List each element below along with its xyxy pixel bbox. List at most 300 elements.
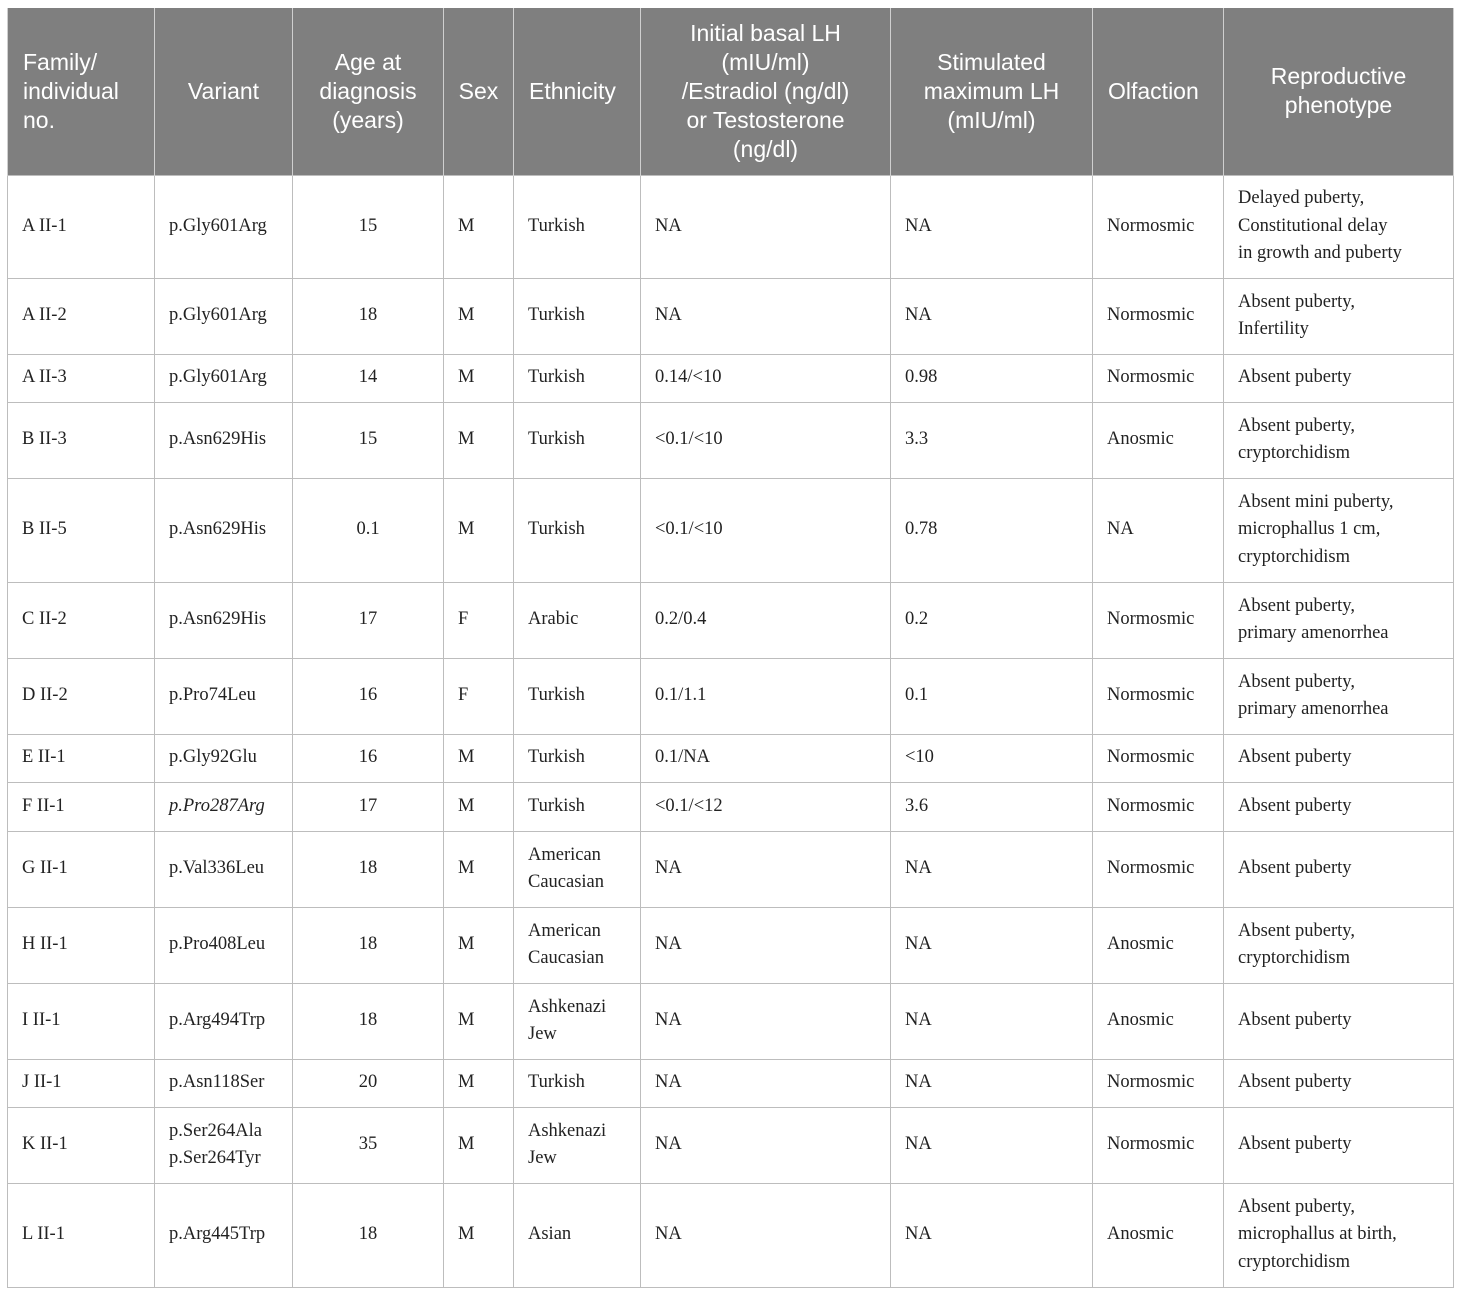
- cell-olfaction-text: NA: [1107, 519, 1134, 540]
- cell-stimulated-lh: [891, 907, 1093, 983]
- cell-basal-lh: [641, 907, 891, 983]
- cell-basal-lh: [641, 1183, 891, 1287]
- cell-family-individual: [8, 1059, 155, 1107]
- cell-olfaction-text: Normosmic: [1107, 747, 1195, 768]
- cell-variant-line: p.Pro287Arg: [169, 795, 265, 816]
- cell-age-text: 18: [358, 305, 378, 326]
- cell-sex-text: M: [458, 519, 475, 540]
- cell-ethnicity-line: Turkish: [528, 367, 585, 388]
- cell-stimulated-lh-text: 0.78: [905, 519, 938, 540]
- cell-ethnicity: [514, 831, 641, 907]
- cell-variant: [155, 782, 293, 831]
- table-row: [8, 734, 1454, 782]
- cell-olfaction-text: Normosmic: [1107, 367, 1195, 388]
- cell-basal-lh-text: NA: [655, 215, 682, 236]
- cell-reproductive-phenotype: [1224, 658, 1454, 734]
- cell-variant: [155, 658, 293, 734]
- cell-age-text: 18: [358, 934, 378, 955]
- cell-family-individual: [8, 782, 155, 831]
- cell-sex: [444, 782, 514, 831]
- cell-family-individual-text: J II-1: [22, 1072, 62, 1093]
- cell-reproductive-phenotype: [1224, 983, 1454, 1059]
- table-row: [8, 478, 1454, 582]
- cell-family-individual: [8, 1107, 155, 1183]
- cell-ethnicity-line: American: [528, 844, 601, 865]
- cell-reproductive-phenotype-line: cryptorchidism: [1238, 1251, 1351, 1272]
- cell-age: [293, 782, 444, 831]
- cell-reproductive-phenotype-line: cryptorchidism: [1238, 443, 1351, 463]
- table-body: [8, 175, 1454, 1287]
- cell-age-text: 14: [358, 367, 378, 388]
- table-row: [8, 907, 1454, 983]
- header-text-line: Stimulated: [937, 48, 1046, 75]
- cell-olfaction-text: Normosmic: [1107, 795, 1195, 816]
- cell-olfaction: [1093, 831, 1224, 907]
- cell-age-text: 15: [358, 215, 378, 236]
- cell-family-individual: [8, 175, 155, 278]
- cell-ethnicity: [514, 658, 641, 734]
- cell-variant: [155, 354, 293, 402]
- cell-reproductive-phenotype-line: Delayed puberty,: [1238, 188, 1365, 209]
- table-row: [8, 1107, 1454, 1183]
- cell-olfaction-text: Anosmic: [1107, 1010, 1174, 1031]
- cell-variant: [155, 831, 293, 907]
- header-variant: [155, 8, 293, 175]
- cell-basal-lh-text: <0.1/<12: [655, 795, 723, 816]
- cell-age-text: 35: [358, 1134, 378, 1155]
- cell-basal-lh-text: 0.1/NA: [655, 747, 710, 768]
- cell-sex-text: M: [458, 795, 475, 816]
- cell-family-individual-text: H II-1: [22, 934, 68, 955]
- cell-ethnicity-line: Ashkenazi: [528, 1120, 607, 1141]
- cell-stimulated-lh-text: NA: [905, 305, 932, 326]
- cell-olfaction-text: Normosmic: [1107, 685, 1195, 706]
- header-text-line: Initial basal LH: [690, 19, 841, 46]
- cell-age-text: 16: [358, 747, 378, 768]
- cell-family-individual: [8, 983, 155, 1059]
- cell-reproductive-phenotype-line: Infertility: [1238, 319, 1309, 339]
- cell-variant-line: p.Ser264Tyr: [169, 1148, 261, 1168]
- cell-sex-text: M: [458, 934, 475, 955]
- cell-ethnicity: [514, 734, 641, 782]
- cell-family-individual: [8, 354, 155, 402]
- header-text-line: or Testosterone: [686, 106, 845, 133]
- cell-age: [293, 907, 444, 983]
- cell-olfaction-text: Anosmic: [1107, 934, 1174, 955]
- cell-olfaction-text: Normosmic: [1107, 215, 1195, 236]
- cell-reproductive-phenotype-line: Absent puberty: [1238, 1134, 1352, 1155]
- cell-variant: [155, 983, 293, 1059]
- cell-variant-line: p.Asn629His: [169, 519, 267, 540]
- cell-basal-lh: [641, 278, 891, 354]
- cell-sex: [444, 658, 514, 734]
- cell-stimulated-lh: [891, 402, 1093, 478]
- cell-olfaction: [1093, 1107, 1224, 1183]
- cell-variant-line: p.Pro74Leu: [169, 685, 256, 706]
- cell-reproductive-phenotype: [1224, 782, 1454, 831]
- cell-ethnicity-line: Turkish: [528, 429, 585, 450]
- cell-sex: [444, 402, 514, 478]
- cell-ethnicity-line: Turkish: [528, 305, 585, 326]
- cell-olfaction: [1093, 175, 1224, 278]
- cell-ethnicity-line: Caucasian: [528, 872, 605, 892]
- cell-age-text: 15: [358, 429, 378, 450]
- cell-age: [293, 175, 444, 278]
- cell-olfaction: [1093, 983, 1224, 1059]
- cell-reproductive-phenotype-line: cryptorchidism: [1238, 948, 1351, 968]
- header-ethnicity: [514, 8, 641, 175]
- cell-variant-line: p.Arg445Trp: [169, 1224, 266, 1245]
- cell-family-individual-text: A II-3: [22, 367, 67, 388]
- cell-family-individual-text: I II-1: [22, 1010, 61, 1031]
- table-row: [8, 658, 1454, 734]
- header-stimulated-lh: [891, 8, 1093, 175]
- cell-age-text: 18: [358, 1224, 378, 1245]
- cell-sex-text: M: [458, 215, 475, 236]
- cell-stimulated-lh-text: 0.1: [905, 685, 929, 706]
- cell-age: [293, 831, 444, 907]
- table-row: [8, 782, 1454, 831]
- cell-age: [293, 734, 444, 782]
- cell-reproductive-phenotype-line: in growth and puberty: [1238, 243, 1402, 264]
- cell-reproductive-phenotype: [1224, 1183, 1454, 1287]
- cell-variant-line: p.Val336Leu: [169, 858, 265, 879]
- cell-basal-lh-text: 0.2/0.4: [655, 609, 707, 630]
- cell-ethnicity-line: Turkish: [528, 215, 585, 236]
- cell-stimulated-lh: [891, 478, 1093, 582]
- cell-reproductive-phenotype: [1224, 478, 1454, 582]
- cell-variant: [155, 1183, 293, 1287]
- table-row: [8, 175, 1454, 278]
- cell-family-individual: [8, 402, 155, 478]
- patient-variant-table: [7, 8, 1454, 1288]
- cell-age: [293, 402, 444, 478]
- cell-basal-lh: [641, 478, 891, 582]
- cell-reproductive-phenotype: [1224, 402, 1454, 478]
- cell-basal-lh: [641, 1059, 891, 1107]
- cell-reproductive-phenotype-line: Absent puberty: [1238, 858, 1352, 879]
- cell-stimulated-lh: [891, 1059, 1093, 1107]
- cell-family-individual-text: A II-2: [22, 305, 67, 326]
- cell-family-individual-text: C II-2: [22, 609, 67, 630]
- cell-sex: [444, 1183, 514, 1287]
- cell-stimulated-lh: [891, 278, 1093, 354]
- table-row: [8, 582, 1454, 658]
- cell-family-individual: [8, 734, 155, 782]
- cell-age-text: 0.1: [356, 519, 380, 540]
- cell-family-individual: [8, 278, 155, 354]
- cell-family-individual-text: B II-5: [22, 519, 67, 540]
- header-reproductive-phenotype: [1224, 8, 1454, 175]
- cell-ethnicity: [514, 1107, 641, 1183]
- cell-variant: [155, 478, 293, 582]
- cell-ethnicity-line: Jew: [528, 1024, 557, 1044]
- header-text-line: Ethnicity: [529, 77, 616, 104]
- cell-sex: [444, 354, 514, 402]
- cell-variant: [155, 907, 293, 983]
- cell-age-text: 17: [358, 609, 378, 630]
- header-text-line: no.: [23, 106, 55, 133]
- cell-stimulated-lh-text: 0.98: [905, 367, 938, 388]
- cell-family-individual: [8, 907, 155, 983]
- cell-ethnicity-line: Turkish: [528, 1072, 585, 1093]
- cell-stimulated-lh-text: 3.3: [905, 429, 929, 450]
- cell-stimulated-lh: [891, 782, 1093, 831]
- cell-basal-lh-text: 0.14/<10: [655, 367, 722, 388]
- header-age: [293, 8, 444, 175]
- cell-stimulated-lh-text: NA: [905, 934, 932, 955]
- header-text-line: Variant: [187, 77, 260, 104]
- cell-sex: [444, 1059, 514, 1107]
- cell-variant-line: p.Gly92Glu: [169, 747, 257, 768]
- cell-age: [293, 278, 444, 354]
- cell-ethnicity-line: Turkish: [528, 747, 585, 768]
- cell-age: [293, 582, 444, 658]
- cell-stimulated-lh: [891, 831, 1093, 907]
- cell-family-individual-text: E II-1: [22, 747, 66, 768]
- cell-stimulated-lh: [891, 1107, 1093, 1183]
- cell-variant-line: p.Asn118Ser: [169, 1072, 265, 1093]
- cell-stimulated-lh: [891, 983, 1093, 1059]
- cell-ethnicity: [514, 402, 641, 478]
- cell-reproductive-phenotype-line: Absent puberty,: [1238, 1196, 1355, 1217]
- header-text-line: diagnosis: [319, 77, 417, 104]
- cell-age-text: 18: [358, 858, 378, 879]
- cell-ethnicity: [514, 782, 641, 831]
- cell-basal-lh: [641, 658, 891, 734]
- table-container: [7, 8, 1453, 1288]
- cell-variant: [155, 1059, 293, 1107]
- cell-ethnicity-line: Turkish: [528, 685, 585, 706]
- cell-age-text: 18: [358, 1010, 378, 1031]
- cell-family-individual-text: G II-1: [22, 858, 68, 879]
- cell-age-text: 20: [358, 1072, 378, 1093]
- cell-basal-lh: [641, 402, 891, 478]
- cell-sex-text: M: [458, 1010, 475, 1031]
- cell-ethnicity: [514, 278, 641, 354]
- cell-olfaction: [1093, 402, 1224, 478]
- cell-basal-lh: [641, 831, 891, 907]
- cell-ethnicity: [514, 175, 641, 278]
- table-row: [8, 1059, 1454, 1107]
- cell-olfaction-text: Normosmic: [1107, 609, 1195, 630]
- cell-variant-line: p.Ser264Ala: [169, 1120, 262, 1141]
- table-row: [8, 278, 1454, 354]
- cell-family-individual: [8, 1183, 155, 1287]
- cell-basal-lh-text: NA: [655, 1072, 682, 1093]
- cell-olfaction-text: Normosmic: [1107, 1072, 1195, 1093]
- cell-family-individual: [8, 658, 155, 734]
- cell-age-text: 16: [358, 685, 378, 706]
- cell-variant-line: p.Asn629His: [169, 429, 267, 450]
- cell-basal-lh-text: <0.1/<10: [655, 429, 723, 450]
- cell-sex: [444, 907, 514, 983]
- cell-variant: [155, 402, 293, 478]
- cell-variant-line: p.Pro408Leu: [169, 934, 266, 955]
- cell-sex: [444, 831, 514, 907]
- cell-basal-lh-text: NA: [655, 1224, 682, 1245]
- cell-stimulated-lh-text: NA: [905, 215, 932, 236]
- cell-basal-lh: [641, 734, 891, 782]
- cell-reproductive-phenotype-line: primary amenorrhea: [1238, 623, 1389, 643]
- cell-family-individual-text: L II-1: [22, 1224, 65, 1245]
- cell-sex-text: M: [458, 858, 475, 879]
- cell-stimulated-lh: [891, 1183, 1093, 1287]
- cell-reproductive-phenotype-line: Absent puberty,: [1238, 671, 1355, 692]
- cell-reproductive-phenotype-line: Absent puberty: [1238, 795, 1352, 816]
- header-family-individual: [8, 8, 155, 175]
- cell-stimulated-lh-text: 3.6: [905, 795, 929, 816]
- cell-stimulated-lh-text: NA: [905, 1134, 932, 1155]
- cell-reproductive-phenotype-line: Constitutional delay: [1238, 215, 1388, 236]
- cell-ethnicity: [514, 1059, 641, 1107]
- cell-variant-line: p.Arg494Trp: [169, 1010, 266, 1031]
- cell-olfaction-text: Normosmic: [1107, 858, 1195, 879]
- cell-sex-text: M: [458, 305, 475, 326]
- header-text-line: /Estradiol (ng/dl): [681, 77, 850, 104]
- header-text-line: (mIU/ml): [947, 106, 1036, 133]
- header-olfaction: [1093, 8, 1224, 175]
- cell-olfaction: [1093, 582, 1224, 658]
- header-text-line: (years): [332, 106, 404, 133]
- cell-reproductive-phenotype-line: Absent puberty,: [1238, 291, 1355, 312]
- cell-reproductive-phenotype: [1224, 734, 1454, 782]
- cell-stimulated-lh: [891, 582, 1093, 658]
- cell-stimulated-lh: [891, 658, 1093, 734]
- cell-variant: [155, 582, 293, 658]
- cell-variant-line: p.Gly601Arg: [169, 367, 267, 388]
- cell-reproductive-phenotype: [1224, 278, 1454, 354]
- cell-basal-lh: [641, 175, 891, 278]
- cell-age-text: 17: [358, 795, 378, 816]
- table-row: [8, 983, 1454, 1059]
- header-basal-lh: [641, 8, 891, 175]
- cell-reproductive-phenotype-line: Absent puberty: [1238, 367, 1352, 388]
- header-text-line: phenotype: [1284, 92, 1393, 119]
- cell-sex-text: M: [458, 747, 475, 768]
- header-text-line: Reproductive: [1270, 63, 1407, 90]
- header-text-line: maximum LH: [923, 77, 1060, 104]
- cell-basal-lh-text: NA: [655, 1010, 682, 1031]
- cell-sex-text: M: [458, 1072, 475, 1093]
- cell-reproductive-phenotype-line: microphallus at birth,: [1238, 1224, 1397, 1245]
- cell-reproductive-phenotype-line: microphallus 1 cm,: [1238, 519, 1381, 540]
- cell-sex: [444, 983, 514, 1059]
- cell-olfaction: [1093, 478, 1224, 582]
- cell-age: [293, 1107, 444, 1183]
- cell-family-individual: [8, 831, 155, 907]
- cell-ethnicity-line: Turkish: [528, 519, 585, 540]
- cell-reproductive-phenotype: [1224, 1059, 1454, 1107]
- cell-reproductive-phenotype-line: cryptorchidism: [1238, 546, 1351, 567]
- cell-stimulated-lh-text: <10: [905, 747, 934, 768]
- cell-stimulated-lh-text: 0.2: [905, 609, 929, 630]
- cell-reproductive-phenotype: [1224, 907, 1454, 983]
- cell-reproductive-phenotype: [1224, 831, 1454, 907]
- cell-stimulated-lh: [891, 175, 1093, 278]
- cell-basal-lh-text: NA: [655, 1134, 682, 1155]
- cell-olfaction: [1093, 734, 1224, 782]
- header-sex: [444, 8, 514, 175]
- cell-variant: [155, 734, 293, 782]
- header-text-line: Olfaction: [1108, 77, 1199, 104]
- cell-variant-line: p.Asn629His: [169, 609, 267, 630]
- cell-sex-text: M: [458, 1134, 475, 1155]
- cell-ethnicity: [514, 582, 641, 658]
- cell-stimulated-lh-text: NA: [905, 1224, 932, 1245]
- cell-variant: [155, 175, 293, 278]
- cell-ethnicity: [514, 1183, 641, 1287]
- cell-sex: [444, 1107, 514, 1183]
- cell-reproductive-phenotype: [1224, 1107, 1454, 1183]
- cell-age: [293, 354, 444, 402]
- cell-age: [293, 1059, 444, 1107]
- cell-variant: [155, 278, 293, 354]
- cell-stimulated-lh-text: NA: [905, 1010, 932, 1031]
- cell-olfaction: [1093, 658, 1224, 734]
- cell-age: [293, 478, 444, 582]
- cell-age: [293, 1183, 444, 1287]
- cell-sex: [444, 278, 514, 354]
- cell-sex-text: F: [458, 609, 469, 630]
- cell-ethnicity-line: Jew: [528, 1148, 557, 1168]
- cell-family-individual-text: B II-3: [22, 429, 67, 450]
- cell-basal-lh: [641, 983, 891, 1059]
- cell-family-individual-text: K II-1: [22, 1134, 68, 1155]
- cell-olfaction: [1093, 907, 1224, 983]
- cell-olfaction: [1093, 1059, 1224, 1107]
- cell-family-individual-text: A II-1: [22, 215, 67, 236]
- cell-reproductive-phenotype-line: Absent puberty: [1238, 747, 1352, 768]
- cell-family-individual: [8, 582, 155, 658]
- cell-variant-line: p.Gly601Arg: [169, 305, 267, 326]
- cell-ethnicity: [514, 983, 641, 1059]
- cell-reproductive-phenotype-line: Absent mini puberty,: [1238, 491, 1394, 512]
- cell-reproductive-phenotype: [1224, 354, 1454, 402]
- cell-family-individual-text: F II-1: [22, 795, 65, 816]
- table-row: [8, 402, 1454, 478]
- cell-basal-lh: [641, 1107, 891, 1183]
- cell-basal-lh-text: NA: [655, 934, 682, 955]
- cell-variant-line: p.Gly601Arg: [169, 215, 267, 236]
- header-text-line: (ng/dl): [732, 135, 799, 162]
- cell-basal-lh: [641, 354, 891, 402]
- cell-olfaction-text: Anosmic: [1107, 1224, 1174, 1245]
- cell-olfaction: [1093, 782, 1224, 831]
- cell-family-individual-text: D II-2: [22, 685, 68, 706]
- cell-stimulated-lh: [891, 354, 1093, 402]
- cell-sex: [444, 478, 514, 582]
- cell-stimulated-lh-text: NA: [905, 858, 932, 879]
- cell-olfaction-text: Anosmic: [1107, 429, 1174, 450]
- cell-ethnicity-line: American: [528, 920, 601, 941]
- cell-olfaction-text: Normosmic: [1107, 1134, 1195, 1155]
- cell-olfaction-text: Normosmic: [1107, 305, 1195, 326]
- cell-stimulated-lh-text: NA: [905, 1072, 932, 1093]
- header-text-line: individual: [23, 77, 119, 104]
- cell-ethnicity-line: Turkish: [528, 795, 585, 816]
- cell-sex: [444, 582, 514, 658]
- cell-age: [293, 658, 444, 734]
- cell-sex: [444, 175, 514, 278]
- cell-basal-lh-text: NA: [655, 305, 682, 326]
- table-header: [8, 8, 1454, 175]
- header-text-line: Age at: [334, 48, 402, 75]
- cell-reproductive-phenotype-line: Absent puberty: [1238, 1072, 1352, 1093]
- cell-ethnicity: [514, 354, 641, 402]
- cell-reproductive-phenotype-line: Absent puberty,: [1238, 415, 1355, 436]
- cell-ethnicity-line: Arabic: [528, 609, 579, 630]
